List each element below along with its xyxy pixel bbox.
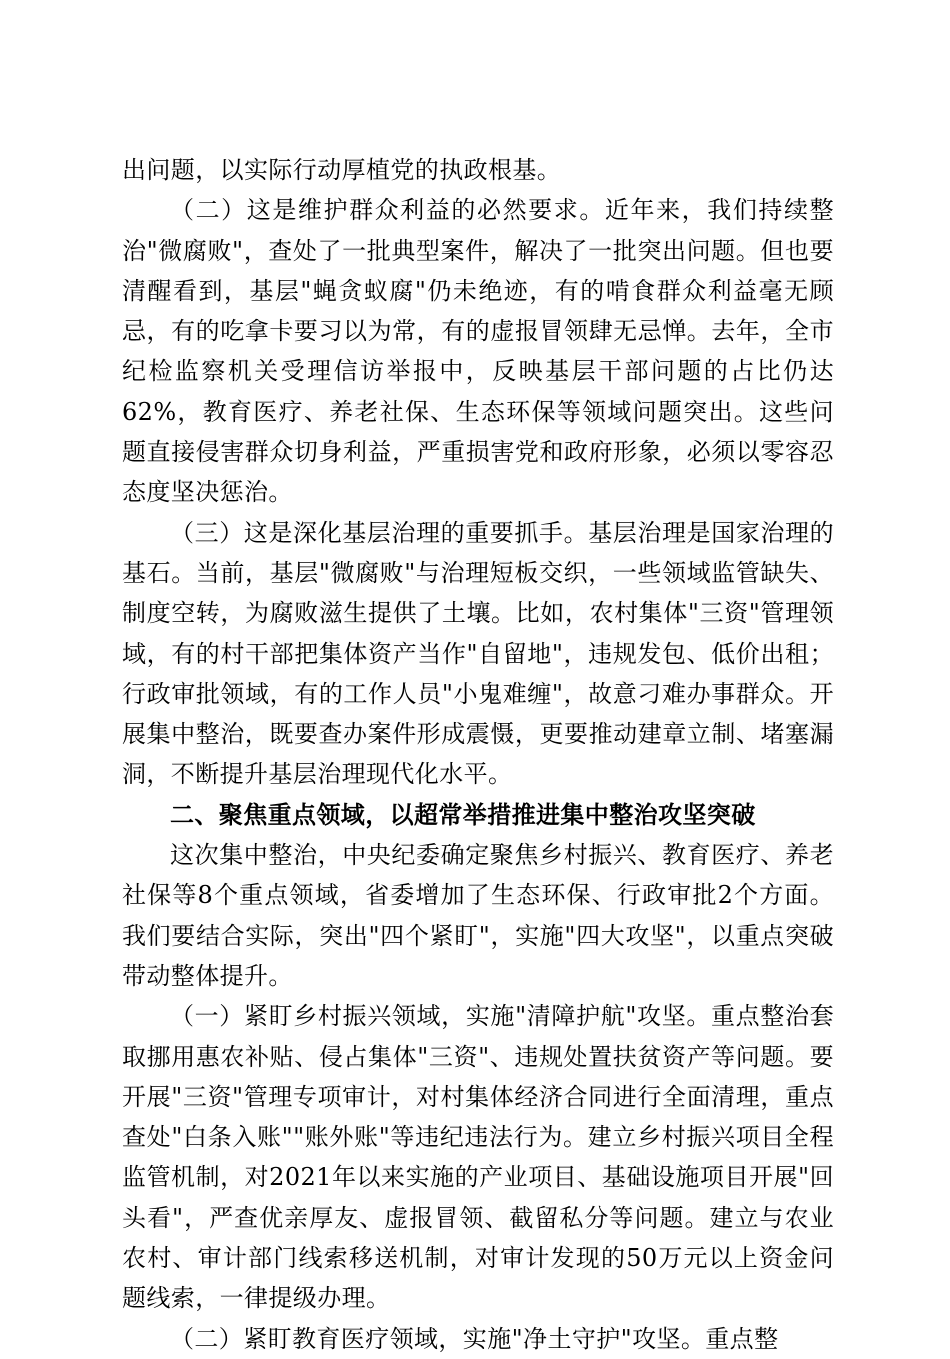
paragraph-lead: （三）这是深化基层治理的重要抓手。 — [170, 518, 589, 547]
paragraph-education-medical — [122, 1319, 834, 1359]
paragraph-intro-key-areas — [122, 835, 834, 996]
paragraph-rural-revitalization — [122, 996, 834, 1318]
paragraph-safeguard-interests — [122, 190, 834, 512]
paragraph-text: 这次集中整治，中央纪委确定聚焦乡村振兴、教育医疗、养老社保等8个重点领域，省委增加了生态环保、行政审批2个方面。我们要结合实际，突出"四个紧盯"，实施"四大攻坚"，以重点突破带动整体提升。 — [122, 841, 834, 990]
paragraph-lead: （二）这是维护群众利益的必然要求。 — [170, 196, 605, 225]
document-body — [122, 150, 834, 1359]
paragraph-grassroots-governance — [122, 513, 834, 795]
paragraph-continuation — [122, 150, 834, 190]
section-heading: 二、聚焦重点领域，以超常举措推进集中整治攻坚突破 — [170, 800, 756, 829]
paragraph-text: 基层治理是国家治理的基石。当前，基层"微腐败"与治理短板交织，一些领域监管缺失、制度空转，为腐败滋生提供了土壤。比如，农村集体"三资"管理领域，有的村干部把集体资产当作"自留地"，违规发包、低价出租；行政审批领域，有的工作人员"小鬼难缠"，故意刁难办事群众。开展集中整治，既要查办案件形成震慑，更要推动建章立制、堵塞漏洞，不断提升基层治理现代化水平。 — [122, 518, 834, 789]
paragraph-lead: （二）紧盯教育医疗领域，实施"净土守护"攻坚。 — [170, 1324, 706, 1353]
paragraph-text: 重点整治套取挪用惠农补贴、侵占集体"三资"、违规处置扶贫资产等问题。要开展"三资"管理专项审计，对村集体经济合同进行全面清理，重点查处"白条入账""账外账"等违纪违法行为。建立乡村振兴项目全程监管机制，对2021年以来实施的产业项目、基础设施项目开展"回头看"，严查优亲厚友、虚报冒领、截留私分等问题。建立与农业农村、审计部门线索移送机制，对审计发现的50万元以上资金问题线索，一律提级办理。 — [122, 1002, 834, 1313]
paragraph-text: 近年来，我们持续整治"微腐败"，查处了一批典型案件，解决了一批突出问题。但也要清醒看到，基层"蝇贪蚁腐"仍未绝迹，有的啃食群众利益毫无顾忌，有的吃拿卡要习以为常，有的虚报冒领肆无忌惮。去年，全市纪检监察机关受理信访举报中，反映基层干部问题的占比仍达62%，教育医疗、养老社保、生态环保等领域问题突出。这些问题直接侵害群众切身利益，严重损害党和政府形象，必须以零容忍态度坚决惩治。 — [122, 196, 834, 507]
paragraph-text: 重点整 — [705, 1324, 779, 1353]
paragraph-lead: （一）紧盯乡村振兴领域，实施"清障护航"攻坚。 — [170, 1002, 711, 1031]
paragraph-text: 出问题，以实际行动厚植党的执政根基。 — [122, 156, 562, 184]
